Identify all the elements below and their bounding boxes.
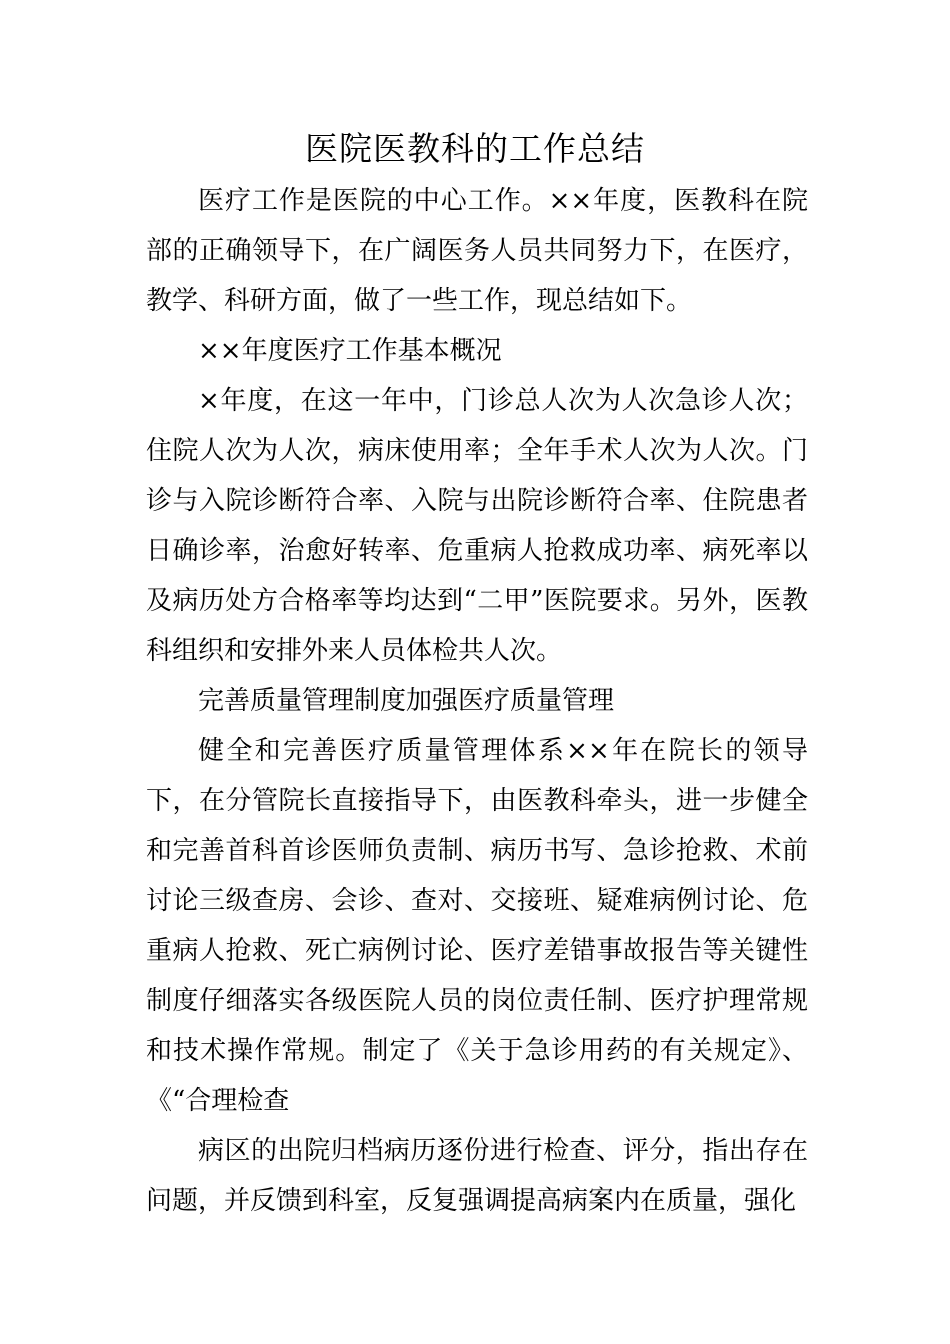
paragraph-overview: ×年度，在这一年中，门诊总人次为人次急诊人次；住院人次为人次，病床使用率；全年手术人次为人次。门诊与入院诊断符合率、入院与出院诊断符合率、住院患者日确诊率，治愈好转率、危重病人抢救成功率、病死率以及病历处方合格率等均达到“二甲”医院要求。另外，医教科组织和安排外来人员体检共人次。 bbox=[146, 386, 808, 666]
document-title: 医院医教科的工作总结 bbox=[305, 129, 645, 168]
paragraph-quality-system: 健全和完善医疗质量管理体系××年在院长的领导下，在分管院长直接指导下，由医教科牵头，进一步健全和完善首科首诊医师负责制、病历书写、急诊抢救、术前讨论三级查房、会诊、查对、交接班、疑难病例讨论、危重病人抢救、死亡病例讨论、医疗差错事故报告等关键性制度仔细落实各级医院人员的岗位责任制、医疗护理常规和技术操作常规。制定了《关于急诊用药的有关规定》、《“合理检查 bbox=[146, 736, 808, 1116]
section-heading-quality: 完善质量管理制度加强医疗质量管理 bbox=[198, 686, 615, 716]
paragraph-records-review: 病区的出院归档病历逐份进行检查、评分，指出存在问题，并反馈到科室，反复强调提高病案内在质量，强化 bbox=[146, 1136, 808, 1216]
paragraph-intro: 医疗工作是医院的中心工作。××年度，医教科在院部的正确领导下，在广阔医务人员共同努力下，在医疗，教学、科研方面，做了一些工作，现总结如下。 bbox=[146, 186, 808, 316]
section-heading-overview: ××年度医疗工作基本概况 bbox=[198, 336, 502, 366]
document-body bbox=[146, 176, 808, 1226]
